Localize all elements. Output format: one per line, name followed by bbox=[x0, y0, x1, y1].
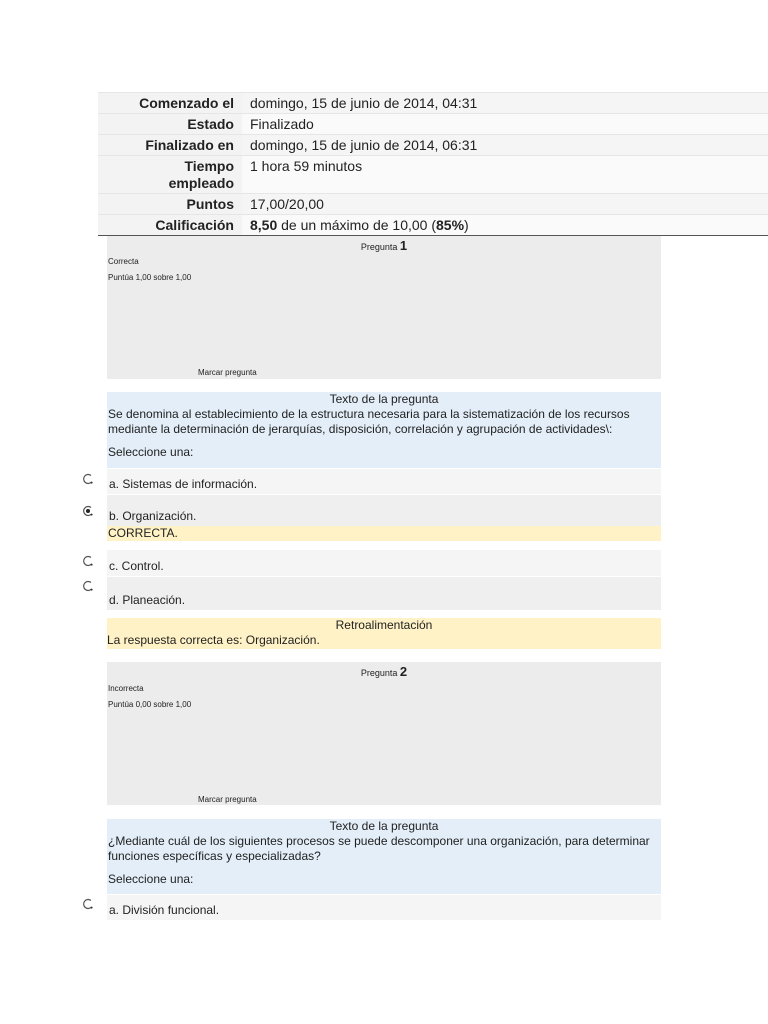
question-prompt: Seleccione una: bbox=[108, 872, 194, 886]
answer-label: b. Organización. bbox=[109, 509, 197, 523]
question-1-text bbox=[107, 392, 661, 468]
summary-value: 1 hora 59 minutos bbox=[242, 156, 768, 193]
answer-option-a[interactable] bbox=[107, 895, 661, 920]
question-text-header: Texto de la pregunta bbox=[329, 392, 439, 406]
radio-button-icon[interactable] bbox=[82, 555, 94, 567]
summary-value bbox=[242, 215, 768, 235]
summary-label: Calificación bbox=[98, 215, 242, 235]
attempt-summary bbox=[98, 92, 768, 236]
radio-button-icon[interactable] bbox=[82, 580, 94, 592]
summary-row-started bbox=[98, 92, 768, 113]
question-prompt: Seleccione una: bbox=[108, 445, 194, 459]
summary-value: Finalizado bbox=[242, 114, 768, 134]
answer-option-a[interactable] bbox=[107, 469, 661, 494]
summary-label: Puntos bbox=[98, 194, 242, 214]
question-state: Incorrecta bbox=[108, 684, 144, 693]
radio-button-icon[interactable] bbox=[82, 473, 94, 485]
question-1-info bbox=[107, 236, 661, 379]
summary-row-state bbox=[98, 113, 768, 134]
answer-option-d[interactable] bbox=[107, 577, 661, 610]
summary-value: domingo, 15 de junio de 2014, 04:31 bbox=[242, 93, 768, 113]
feedback-header: Retroalimentación bbox=[335, 618, 433, 632]
answer-option-c[interactable] bbox=[107, 550, 661, 576]
answer-label: c. Control. bbox=[109, 559, 164, 573]
summary-label: Comenzado el bbox=[98, 93, 242, 113]
question-body: ¿Mediante cuál de los siguientes procesos se puede descomponer una organización, para determinar funciones específicas y especializadas? bbox=[108, 834, 650, 863]
feedback-text: La respuesta correcta es: Organización. bbox=[107, 633, 320, 647]
summary-row-finished bbox=[98, 134, 768, 155]
radio-button-icon[interactable] bbox=[82, 898, 94, 910]
question-number: Pregunta 1 bbox=[360, 238, 408, 253]
question-text-header: Texto de la pregunta bbox=[329, 819, 439, 833]
grade-value: 8,50 bbox=[250, 217, 278, 233]
question-number: Pregunta 2 bbox=[360, 664, 408, 679]
answer-option-b[interactable] bbox=[107, 495, 661, 526]
summary-row-points bbox=[98, 193, 768, 214]
summary-row-time bbox=[98, 155, 768, 193]
question-state: Correcta bbox=[108, 257, 139, 266]
summary-label: Finalizado en bbox=[98, 135, 242, 155]
question-1-feedback bbox=[107, 618, 661, 649]
flag-question-link[interactable]: Marcar pregunta bbox=[198, 368, 257, 377]
answer-label: a. Sistemas de información. bbox=[109, 477, 258, 491]
grade-percent: 85% bbox=[436, 217, 465, 233]
summary-value: domingo, 15 de junio de 2014, 06:31 bbox=[242, 135, 768, 155]
question-grade: Puntúa 1,00 sobre 1,00 bbox=[108, 273, 192, 282]
grade-text: de un máximo de 10,00 ( bbox=[277, 217, 437, 233]
summary-label: Tiempo empleado bbox=[98, 156, 242, 193]
answer-label: d. Planeación. bbox=[109, 593, 186, 607]
question-body: Se denomina al establecimiento de la estructura necesaria para la sistematización de los recursos mediante la determinación de jerarquías, disposición, correlación y agrupación de actividades\: bbox=[108, 407, 630, 436]
correct-tag: CORRECTA. bbox=[107, 526, 661, 541]
grade-close: ) bbox=[464, 217, 469, 233]
flag-question-link[interactable]: Marcar pregunta bbox=[198, 795, 257, 804]
summary-value: 17,00/20,00 bbox=[242, 194, 768, 214]
question-grade: Puntúa 0,00 sobre 1,00 bbox=[108, 700, 192, 709]
radio-button-selected-icon[interactable] bbox=[82, 505, 94, 517]
answer-label: a. División funcional. bbox=[109, 903, 220, 917]
summary-row-grade bbox=[98, 214, 768, 236]
summary-label: Estado bbox=[98, 114, 242, 134]
question-2-info bbox=[107, 662, 661, 805]
question-2-text bbox=[107, 819, 661, 894]
